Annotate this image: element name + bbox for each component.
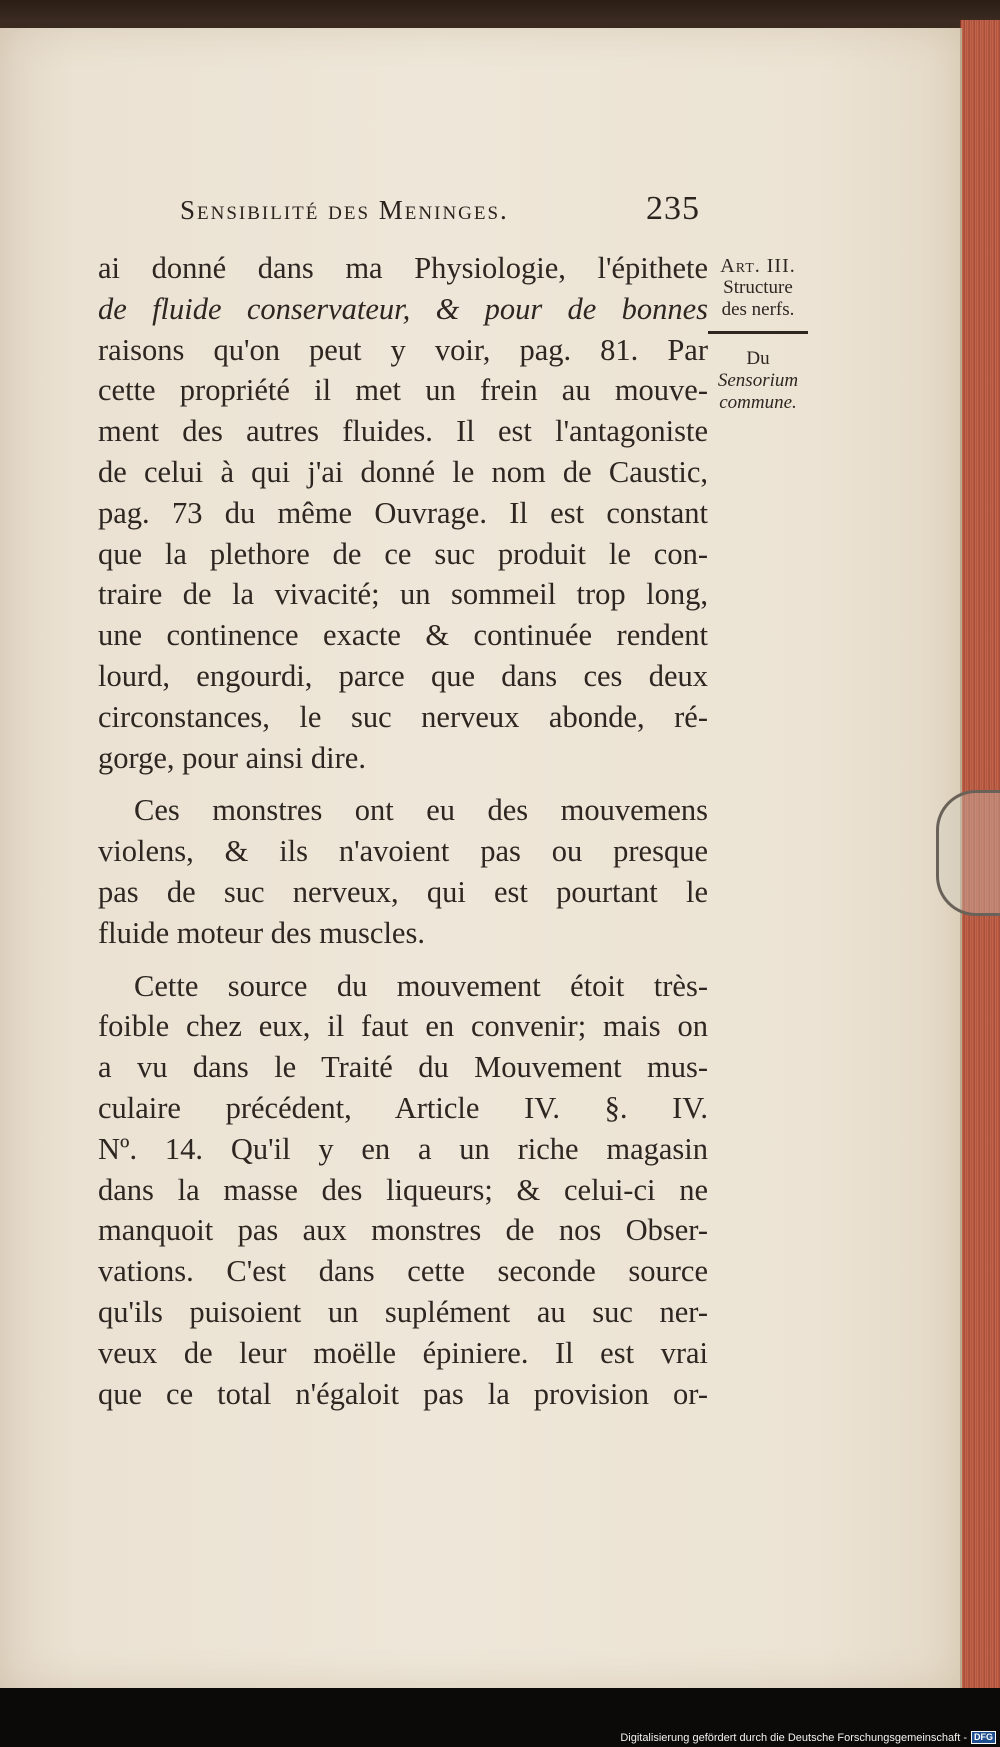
text-line: que la plethore de ce suc produit le con- [98,536,708,571]
text-line: a vu dans le Traité du Mouvement mus- [98,1050,708,1085]
text-line: culaire précédent, Article IV. §. IV. [98,1090,708,1125]
page-number: 235 [646,190,700,227]
dfg-logo: DFG [971,1731,996,1744]
text-line: ment des autres fluides. Il est l'antagoniste [98,414,708,449]
text-line: raisons qu'on peut y voir, pag. 81. Par [98,332,708,367]
text-line: dans la masse des liqueurs; & celui-ci ne [98,1172,708,1207]
running-head [180,190,700,228]
text-line: foible chez eux, il faut en convenir; mais on [98,1009,708,1044]
text-line: qu'ils puisoient un suplément au suc ner- [98,1294,708,1329]
text-line: pag. 73 du même Ouvrage. Il est constant [98,495,708,530]
text-line: une continence exacte & continuée rendent [98,618,708,653]
text-line: manquoit pas aux monstres de nos Obser- [98,1213,708,1248]
margin-notes [703,255,813,414]
margin-note-line: Structure [723,277,793,298]
text-line: de celui à qui j'ai donné le nom de Caustic, [98,454,708,489]
margin-note-line: Du [746,348,770,369]
text-line: cette propriété il met un frein au mouve- [98,373,708,408]
text-line: ai donné dans ma Physiologie, l'épithete [98,251,708,285]
margin-article-number: Art. III. [720,255,796,277]
text-line: Ces monstres ont eu des mouvemens [134,793,708,828]
text-line: Nº. 14. Qu'il y en a un riche magasin [98,1131,708,1166]
text-line: que ce total n'égaloit pas la provision or- [98,1376,708,1411]
digitization-credit [620,1731,996,1744]
page-clip [936,790,1000,916]
body-text [98,248,708,1414]
credit-text: Digitalisierung gefördert durch die Deutsche Forschungsgemeinschaft - [620,1731,967,1744]
text-line: traire de la vivacité; un sommeil trop long, [98,577,708,612]
margin-note-line: commune. [719,392,797,413]
text-line: Cette source du mouvement étoit très- [134,968,708,1003]
text-line: pas de suc nerveux, qui est pourtant le [98,874,708,909]
text-line: fluide moteur des muscles. [98,915,425,950]
text-line: de fluide conservateur, & pour de bonnes [98,291,708,326]
paragraph-gap [98,954,708,966]
paragraph-gap [98,778,708,790]
text-line: violens, & ils n'avoient pas ou presque [98,834,708,869]
text-line: lourd, engourdi, parce que dans ces deux [98,658,708,693]
margin-note-line: Sensorium [717,370,799,391]
margin-note-line: des nerfs. [721,299,795,320]
text-line: vations. C'est dans cette seconde source [98,1254,708,1289]
text-line: gorge, pour ainsi dire. [98,740,366,775]
running-head-title: Sensibilité des Meninges. [180,195,509,225]
margin-rule [708,331,808,334]
text-line: circonstances, le suc nerveux abonde, ré- [98,699,708,734]
text-line: veux de leur moëlle épiniere. Il est vrai [98,1335,708,1370]
